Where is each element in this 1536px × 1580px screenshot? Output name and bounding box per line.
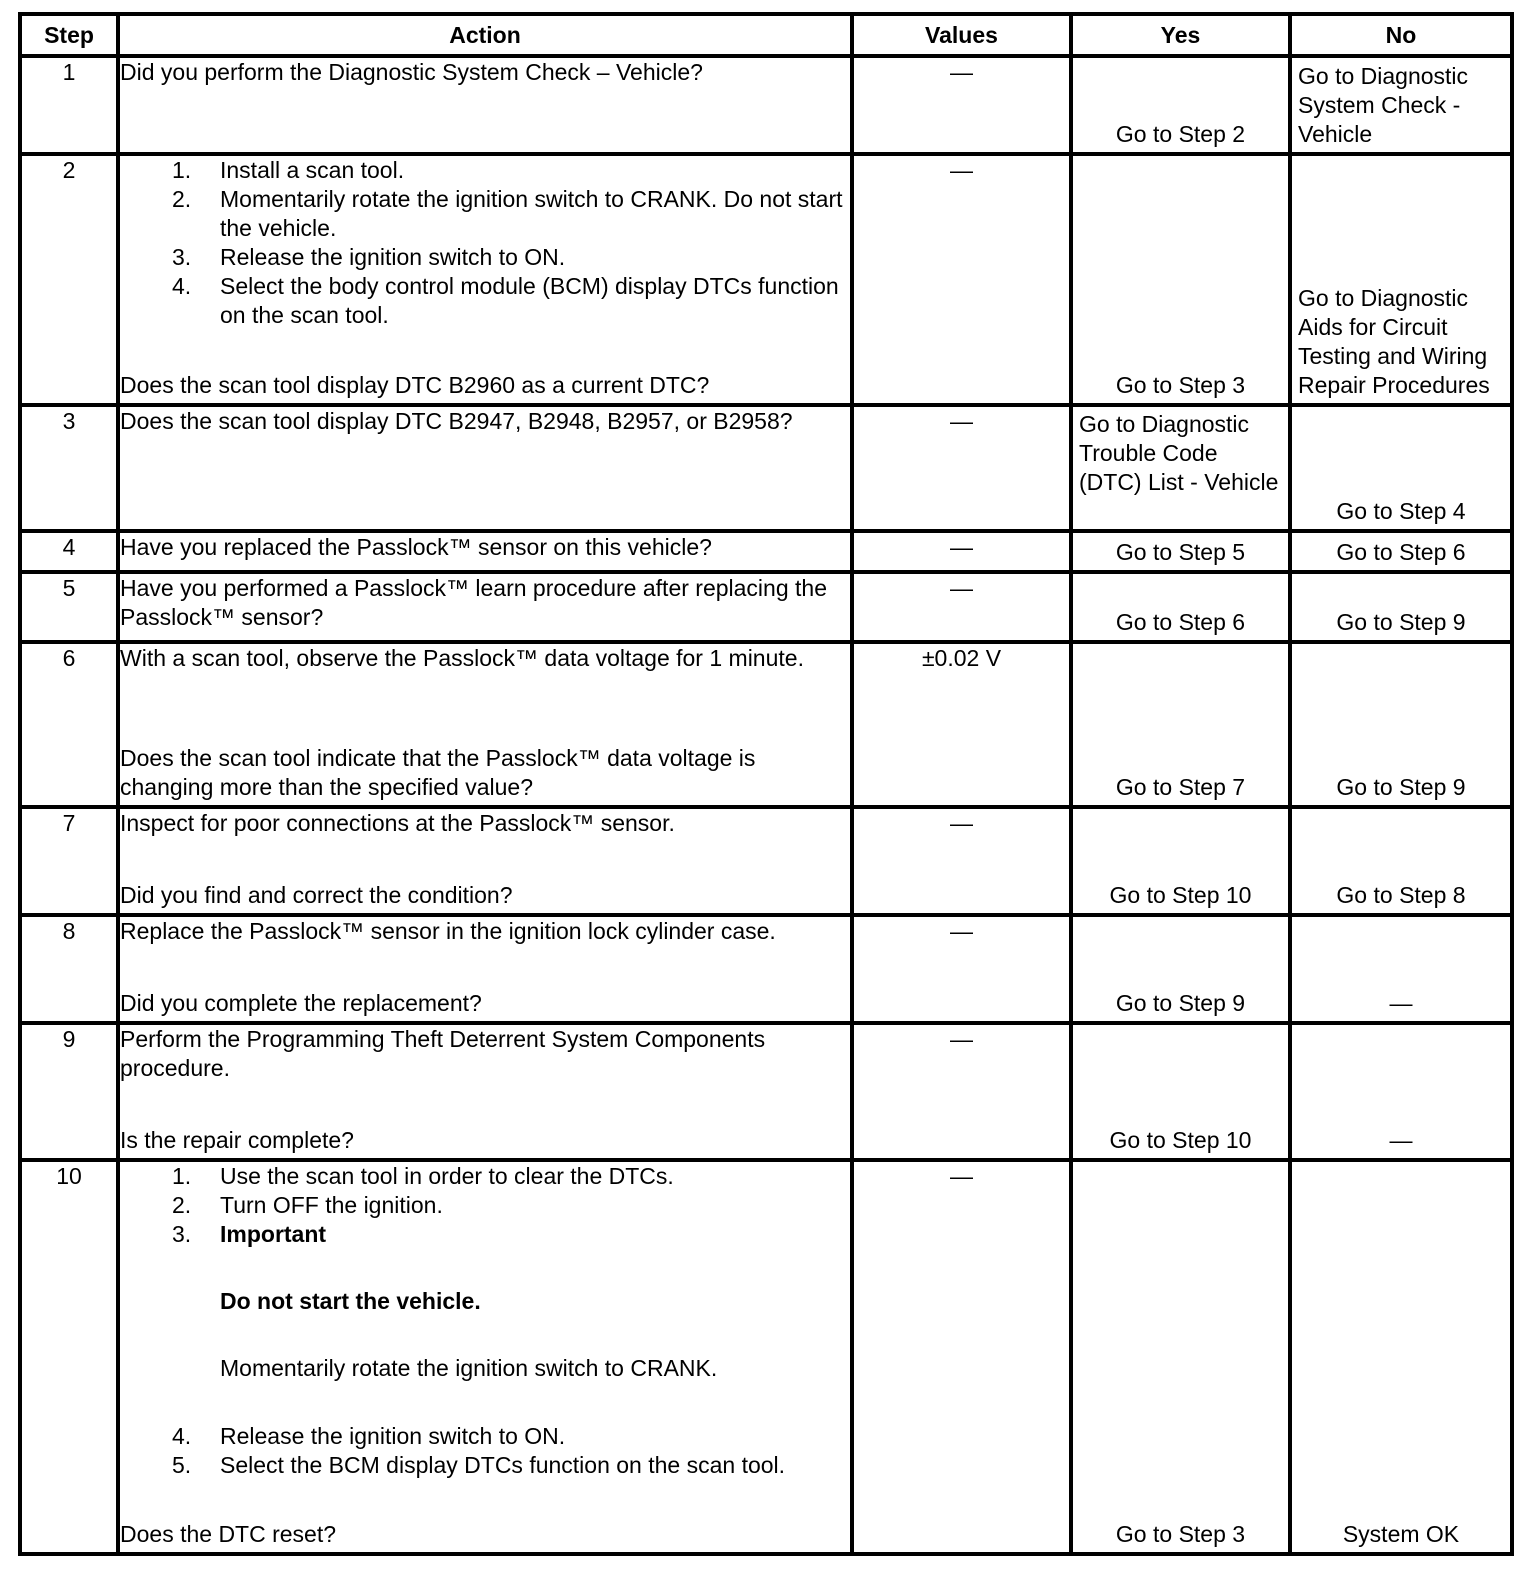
action-text: Replace the Passlock™ sensor in the ignition lock cylinder case. xyxy=(120,918,776,944)
table-row-step-7 xyxy=(20,807,1512,915)
step-number: 4 xyxy=(20,531,118,572)
header-no: No xyxy=(1290,14,1512,56)
yes-cell xyxy=(1071,56,1290,154)
step-number: 8 xyxy=(20,915,118,1023)
no-value: — xyxy=(1389,1127,1413,1153)
diagnostic-table xyxy=(18,12,1514,1556)
step-number: 5 xyxy=(20,572,118,642)
step-number: 3 xyxy=(20,405,118,531)
yes-cell xyxy=(1071,642,1290,807)
values-cell: — xyxy=(852,56,1071,154)
action-list xyxy=(120,156,850,330)
action-question: Does the scan tool display DTC B2960 as a current DTC? xyxy=(120,372,710,398)
header-step: Step xyxy=(20,14,118,56)
action-cell xyxy=(118,1023,852,1160)
action-text: Inspect for poor connections at the Passlock™ sensor. xyxy=(120,810,675,836)
yes-link[interactable]: Go to Step 10 xyxy=(1109,1127,1252,1153)
no-link[interactable]: Go to Diagnostic Aids for Circuit Testing and Wiring Repair Procedures xyxy=(1298,285,1490,398)
no-link[interactable]: Go to Step 6 xyxy=(1336,539,1466,565)
yes-cell xyxy=(1071,405,1290,531)
no-cell xyxy=(1290,1023,1512,1160)
table-row-step-4 xyxy=(20,531,1512,572)
yes-link[interactable]: Go to Step 3 xyxy=(1115,1521,1246,1547)
action-question: Is the repair complete? xyxy=(120,1127,354,1153)
no-value: System OK xyxy=(1342,1521,1460,1547)
no-cell xyxy=(1290,56,1512,154)
table-row-step-10 xyxy=(20,1160,1512,1554)
header-row xyxy=(20,14,1512,56)
list-item: 3. Important Do not start the vehicle. Momentarily rotate the ignition switch to CRANK. xyxy=(120,1220,850,1383)
important-note: Do not start the vehicle. xyxy=(220,1288,481,1314)
action-question: Did you complete the replacement? xyxy=(120,990,482,1016)
list-item: 3. Release the ignition switch to ON. xyxy=(172,244,566,270)
yes-link[interactable]: Go to Step 2 xyxy=(1115,121,1246,147)
yes-link[interactable]: Go to Step 6 xyxy=(1115,609,1246,635)
list-item: 2. Turn OFF the ignition. xyxy=(172,1192,443,1218)
step-number: 7 xyxy=(20,807,118,915)
table-row-step-6 xyxy=(20,642,1512,807)
yes-link[interactable]: Go to Step 7 xyxy=(1115,774,1246,800)
list-item: 1. Use the scan tool in order to clear the DTCs. xyxy=(172,1163,674,1189)
action-question: Does the DTC reset? xyxy=(120,1521,337,1547)
no-cell xyxy=(1290,915,1512,1023)
action-cell xyxy=(118,642,852,807)
no-cell xyxy=(1290,405,1512,531)
list-item: 1. Install a scan tool. xyxy=(172,157,405,183)
values-cell: — xyxy=(852,154,1071,405)
list-item: 4. Release the ignition switch to ON. xyxy=(172,1423,566,1449)
table-row-step-3 xyxy=(20,405,1512,531)
action-text: Perform the Programming Theft Deterrent System Components procedure. xyxy=(120,1026,766,1081)
values-cell: — xyxy=(852,1160,1071,1554)
no-link[interactable]: Go to Step 9 xyxy=(1336,774,1466,800)
values-cell: — xyxy=(852,572,1071,642)
list-item: 2. Momentarily rotate the ignition switch to CRANK. Do not start the vehicle. xyxy=(172,186,843,241)
no-cell xyxy=(1290,572,1512,642)
values-cell: — xyxy=(852,531,1071,572)
yes-cell xyxy=(1071,1023,1290,1160)
no-link[interactable]: Go to Step 9 xyxy=(1336,609,1466,635)
step-number: 9 xyxy=(20,1023,118,1160)
values-cell: — xyxy=(852,405,1071,531)
header-yes: Yes xyxy=(1071,14,1290,56)
list-item: 4. Select the body control module (BCM) display DTCs function on the scan tool. xyxy=(172,273,839,328)
action-cell xyxy=(118,915,852,1023)
header-action: Action xyxy=(118,14,852,56)
yes-link[interactable]: Go to Step 9 xyxy=(1115,990,1246,1016)
values-cell: ±0.02 V xyxy=(852,642,1071,807)
action-text: Does the scan tool display DTC B2947, B2948, B2957, or B2958? xyxy=(118,405,852,531)
table-row-step-1 xyxy=(20,56,1512,154)
no-link[interactable]: Go to Step 8 xyxy=(1336,882,1466,908)
action-list-continued xyxy=(120,1422,850,1480)
table-row-step-2 xyxy=(20,154,1512,405)
action-text: Have you replaced the Passlock™ sensor on this vehicle? xyxy=(118,531,852,572)
action-cell xyxy=(118,154,852,405)
list-item: 5. Select the BCM display DTCs function on the scan tool. xyxy=(172,1452,786,1478)
action-cell xyxy=(118,1160,852,1554)
table-row-step-9 xyxy=(20,1023,1512,1160)
no-cell xyxy=(1290,642,1512,807)
yes-link[interactable]: Go to Step 3 xyxy=(1115,372,1246,398)
no-cell xyxy=(1290,531,1512,572)
step-number: 2 xyxy=(20,154,118,405)
yes-cell xyxy=(1071,531,1290,572)
yes-cell xyxy=(1071,807,1290,915)
yes-cell xyxy=(1071,1160,1290,1554)
yes-link[interactable]: Go to Diagnostic Trouble Code (DTC) List - Vehicle xyxy=(1079,411,1279,495)
action-cell xyxy=(118,807,852,915)
values-cell: — xyxy=(852,807,1071,915)
important-instruction: Momentarily rotate the ignition switch to CRANK. xyxy=(220,1355,718,1381)
table-row-step-8 xyxy=(20,915,1512,1023)
yes-cell xyxy=(1071,915,1290,1023)
table-row-step-5 xyxy=(20,572,1512,642)
no-value: — xyxy=(1389,990,1413,1016)
yes-cell xyxy=(1071,154,1290,405)
action-list xyxy=(120,1162,850,1383)
values-cell: — xyxy=(852,1023,1071,1160)
yes-link[interactable]: Go to Step 10 xyxy=(1109,882,1252,908)
yes-cell xyxy=(1071,572,1290,642)
action-text: Have you performed a Passlock™ learn procedure after replacing the Passlock™ sensor? xyxy=(118,572,852,642)
no-cell xyxy=(1290,154,1512,405)
values-cell: — xyxy=(852,915,1071,1023)
no-cell xyxy=(1290,807,1512,915)
step-number: 10 xyxy=(20,1160,118,1554)
no-link[interactable]: Go to Step 4 xyxy=(1336,498,1466,524)
action-question: Does the scan tool indicate that the Passlock™ data voltage is changing more than the specified value? xyxy=(120,745,756,800)
yes-link[interactable]: Go to Step 5 xyxy=(1115,539,1246,565)
step-number: 1 xyxy=(20,56,118,154)
action-text: With a scan tool, observe the Passlock™ data voltage for 1 minute. xyxy=(120,645,804,671)
no-cell xyxy=(1290,1160,1512,1554)
step-number: 6 xyxy=(20,642,118,807)
action-text: Did you perform the Diagnostic System Check – Vehicle? xyxy=(118,56,852,154)
action-question: Did you find and correct the condition? xyxy=(120,882,513,908)
no-link[interactable]: Go to Diagnostic System Check - Vehicle xyxy=(1298,63,1469,147)
header-values: Values xyxy=(852,14,1071,56)
